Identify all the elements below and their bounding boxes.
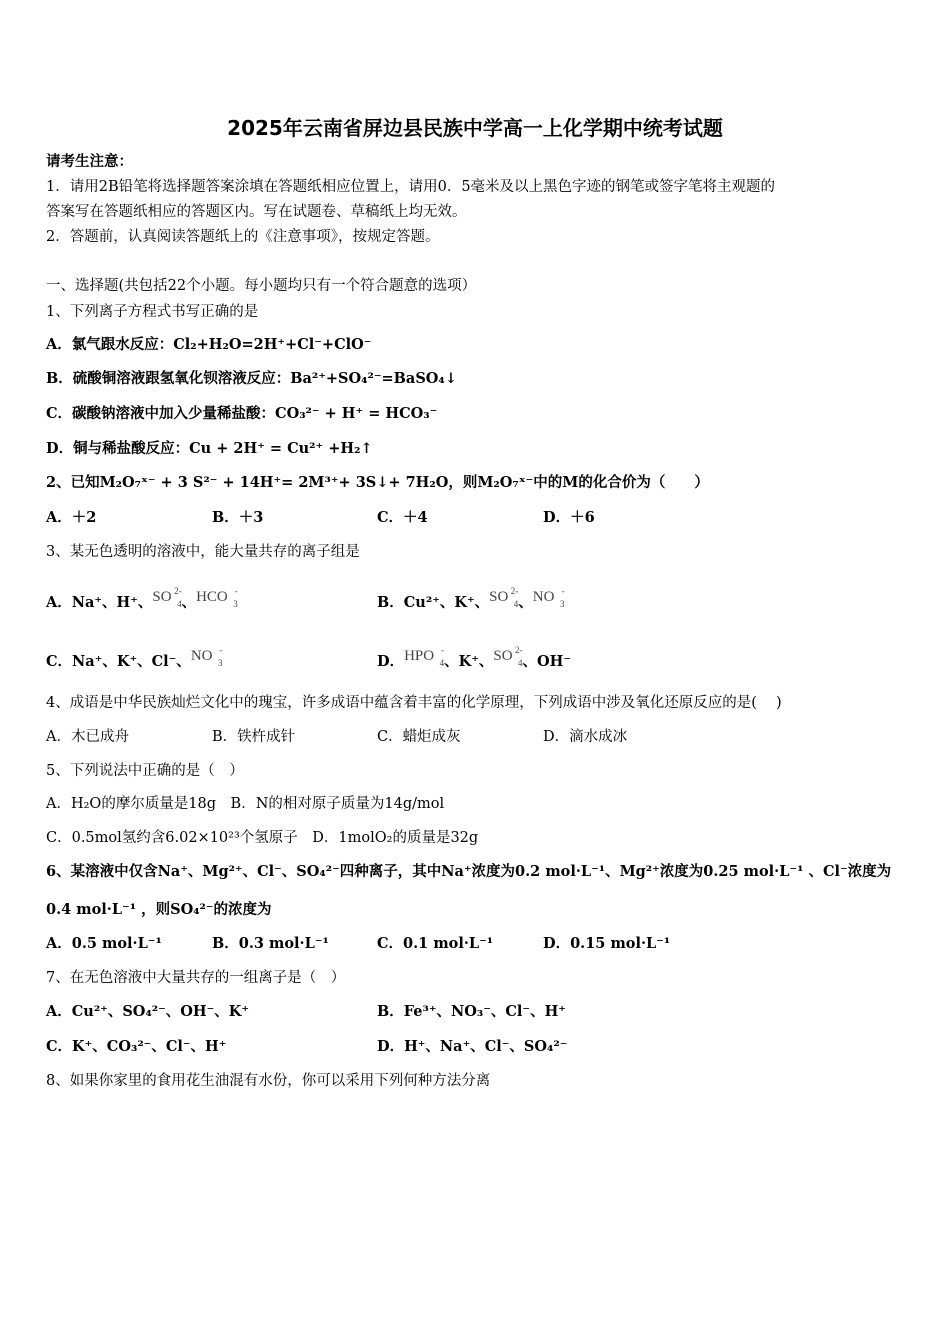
notice-line-3: 2．答题前，认真阅读答题纸上的《注意事项》，按规定答题。 bbox=[46, 229, 440, 245]
q3-d-suffix: 、OH⁻ bbox=[522, 653, 572, 670]
q3-b-separator: 、 bbox=[518, 594, 533, 611]
q1-option-b: B．硫酸铜溶液跟氢氧化钡溶液反应：Ba²⁺+SO₄²⁻=BaSO₄↓ bbox=[46, 370, 457, 387]
q7-option-a: A．Cu²⁺、SO₄²⁻、OH⁻、K⁺ bbox=[46, 1003, 250, 1020]
nitrate-formula: NO - 3 bbox=[190, 645, 223, 668]
q3-a-separator: 、 bbox=[181, 594, 197, 611]
q4-option-a: A．木已成舟 bbox=[46, 729, 129, 745]
q6-stem-line-2: 0.4 mol·L⁻¹ ，则SO₄²⁻的浓度为 bbox=[46, 901, 272, 918]
q6-option-d: D．0.15 mol·L⁻¹ bbox=[543, 935, 671, 952]
q3-d-prefix: D． bbox=[377, 653, 405, 670]
q7-option-b: B．Fe³⁺、NO₃⁻、Cl⁻、H⁺ bbox=[377, 1003, 566, 1020]
q2-option-c: C．＋4 bbox=[377, 509, 428, 526]
sulfate-formula: SO 2- 4 bbox=[493, 645, 523, 668]
q7-option-d: D．H⁺、Na⁺、Cl⁻、SO₄²⁻ bbox=[377, 1038, 568, 1055]
q3-b-prefix: B．Cu²⁺、K⁺、 bbox=[377, 594, 490, 611]
q6-option-a: A．0.5 mol·L⁻¹ bbox=[46, 935, 162, 952]
q8-stem: 8、如果你家里的食用花生油混有水份，你可以采用下列何种方法分离 bbox=[46, 1073, 491, 1089]
q6-option-c: C．0.1 mol·L⁻¹ bbox=[377, 935, 494, 952]
notice-line-2: 答案写在答题纸相应的答题区内。写在试题卷、草稿纸上均无效。 bbox=[46, 204, 467, 220]
q5-options-cd: C．0.5mol氢约含6.02×10²³个氢原子 D．1molO₂的质量是32g bbox=[46, 830, 479, 846]
q4-option-b: B．铁杵成针 bbox=[212, 729, 296, 745]
q1-stem: 1、下列离子方程式书写正确的是 bbox=[46, 304, 259, 320]
sulfate-formula: SO 2- 4 bbox=[152, 586, 182, 609]
notice-line-1: 1．请用2B铅笔将选择题答案涂填在答题纸相应位置上，请用0．5毫米及以上黑色字迹的钢笔或签字笔将主观题的 bbox=[46, 179, 776, 195]
q6-option-b: B．0.3 mol·L⁻¹ bbox=[212, 935, 329, 952]
q4-option-d: D．滴水成冰 bbox=[543, 729, 628, 745]
q3-option-c bbox=[46, 646, 222, 672]
q4-stem: 4、成语是中华民族灿烂文化中的瑰宝，许多成语中蕴含着丰富的化学原理，下列成语中涉及氧化还原反应的是( ) bbox=[46, 695, 782, 711]
q3-option-d bbox=[377, 646, 571, 672]
q5-options-ab: A．H₂O的摩尔质量是18g B．N的相对原子质量为14g/mol bbox=[46, 796, 445, 812]
q7-option-c: C．K⁺、CO₃²⁻、Cl⁻、H⁺ bbox=[46, 1038, 227, 1055]
q2-stem: 2、已知M₂O₇ˣ⁻ + 3 S²⁻ + 14H⁺= 2M³⁺+ 3S↓+ 7H₂O，则M₂O₇ˣ⁻中的M的化合价为（ ） bbox=[46, 474, 709, 491]
q3-a-prefix: A．Na⁺、H⁺、 bbox=[46, 594, 153, 611]
q2-option-d: D．＋6 bbox=[543, 509, 595, 526]
q5-stem: 5、下列说法中正确的是（ ） bbox=[46, 763, 244, 779]
q3-option-a bbox=[46, 587, 238, 613]
q1-option-a: A．氯气跟水反应：Cl₂+H₂O=2H⁺+Cl⁻+ClO⁻ bbox=[46, 336, 372, 353]
q2-option-a: A．＋2 bbox=[46, 509, 97, 526]
notice-heading: 请考生注意： bbox=[46, 153, 133, 170]
q7-stem: 7、在无色溶液中大量共存的一组离子是（ ） bbox=[46, 970, 346, 986]
section-heading: 一、选择题(共包括22个小题。每小题均只有一个符合题意的选项） bbox=[46, 278, 477, 294]
sulfate-formula: SO 2- 4 bbox=[489, 586, 519, 609]
q3-option-b bbox=[377, 587, 564, 613]
nitrate-formula: NO - 3 bbox=[532, 586, 565, 609]
q1-option-d: D．铜与稀盐酸反应：Cu + 2H⁺ = Cu²⁺ +H₂↑ bbox=[46, 440, 373, 457]
q3-stem: 3、某无色透明的溶液中，能大量共存的离子组是 bbox=[46, 544, 360, 560]
page-title: 2025年云南省屏边县民族中学高一上化学期中统考试题 bbox=[227, 116, 723, 140]
q3-c-prefix: C．Na⁺、K⁺、Cl⁻、 bbox=[46, 653, 191, 670]
hydrogen-phosphate-formula: HPO - 4 bbox=[404, 645, 445, 668]
bicarbonate-formula: HCO - 3 bbox=[196, 586, 238, 609]
q3-d-middle: 、K⁺、 bbox=[444, 653, 494, 670]
q1-option-c: C．碳酸钠溶液中加入少量稀盐酸：CO₃²⁻ + H⁺ = HCO₃⁻ bbox=[46, 405, 438, 422]
q2-option-b: B．＋3 bbox=[212, 509, 264, 526]
q6-stem-line-1: 6、某溶液中仅含Na⁺、Mg²⁺、Cl⁻、SO₄²⁻四种离子，其中Na⁺浓度为0.2 mol·L⁻¹、Mg²⁺浓度为0.25 mol·L⁻¹ 、Cl⁻浓度为 bbox=[46, 863, 892, 880]
q4-option-c: C．蜡炬成灰 bbox=[377, 729, 461, 745]
